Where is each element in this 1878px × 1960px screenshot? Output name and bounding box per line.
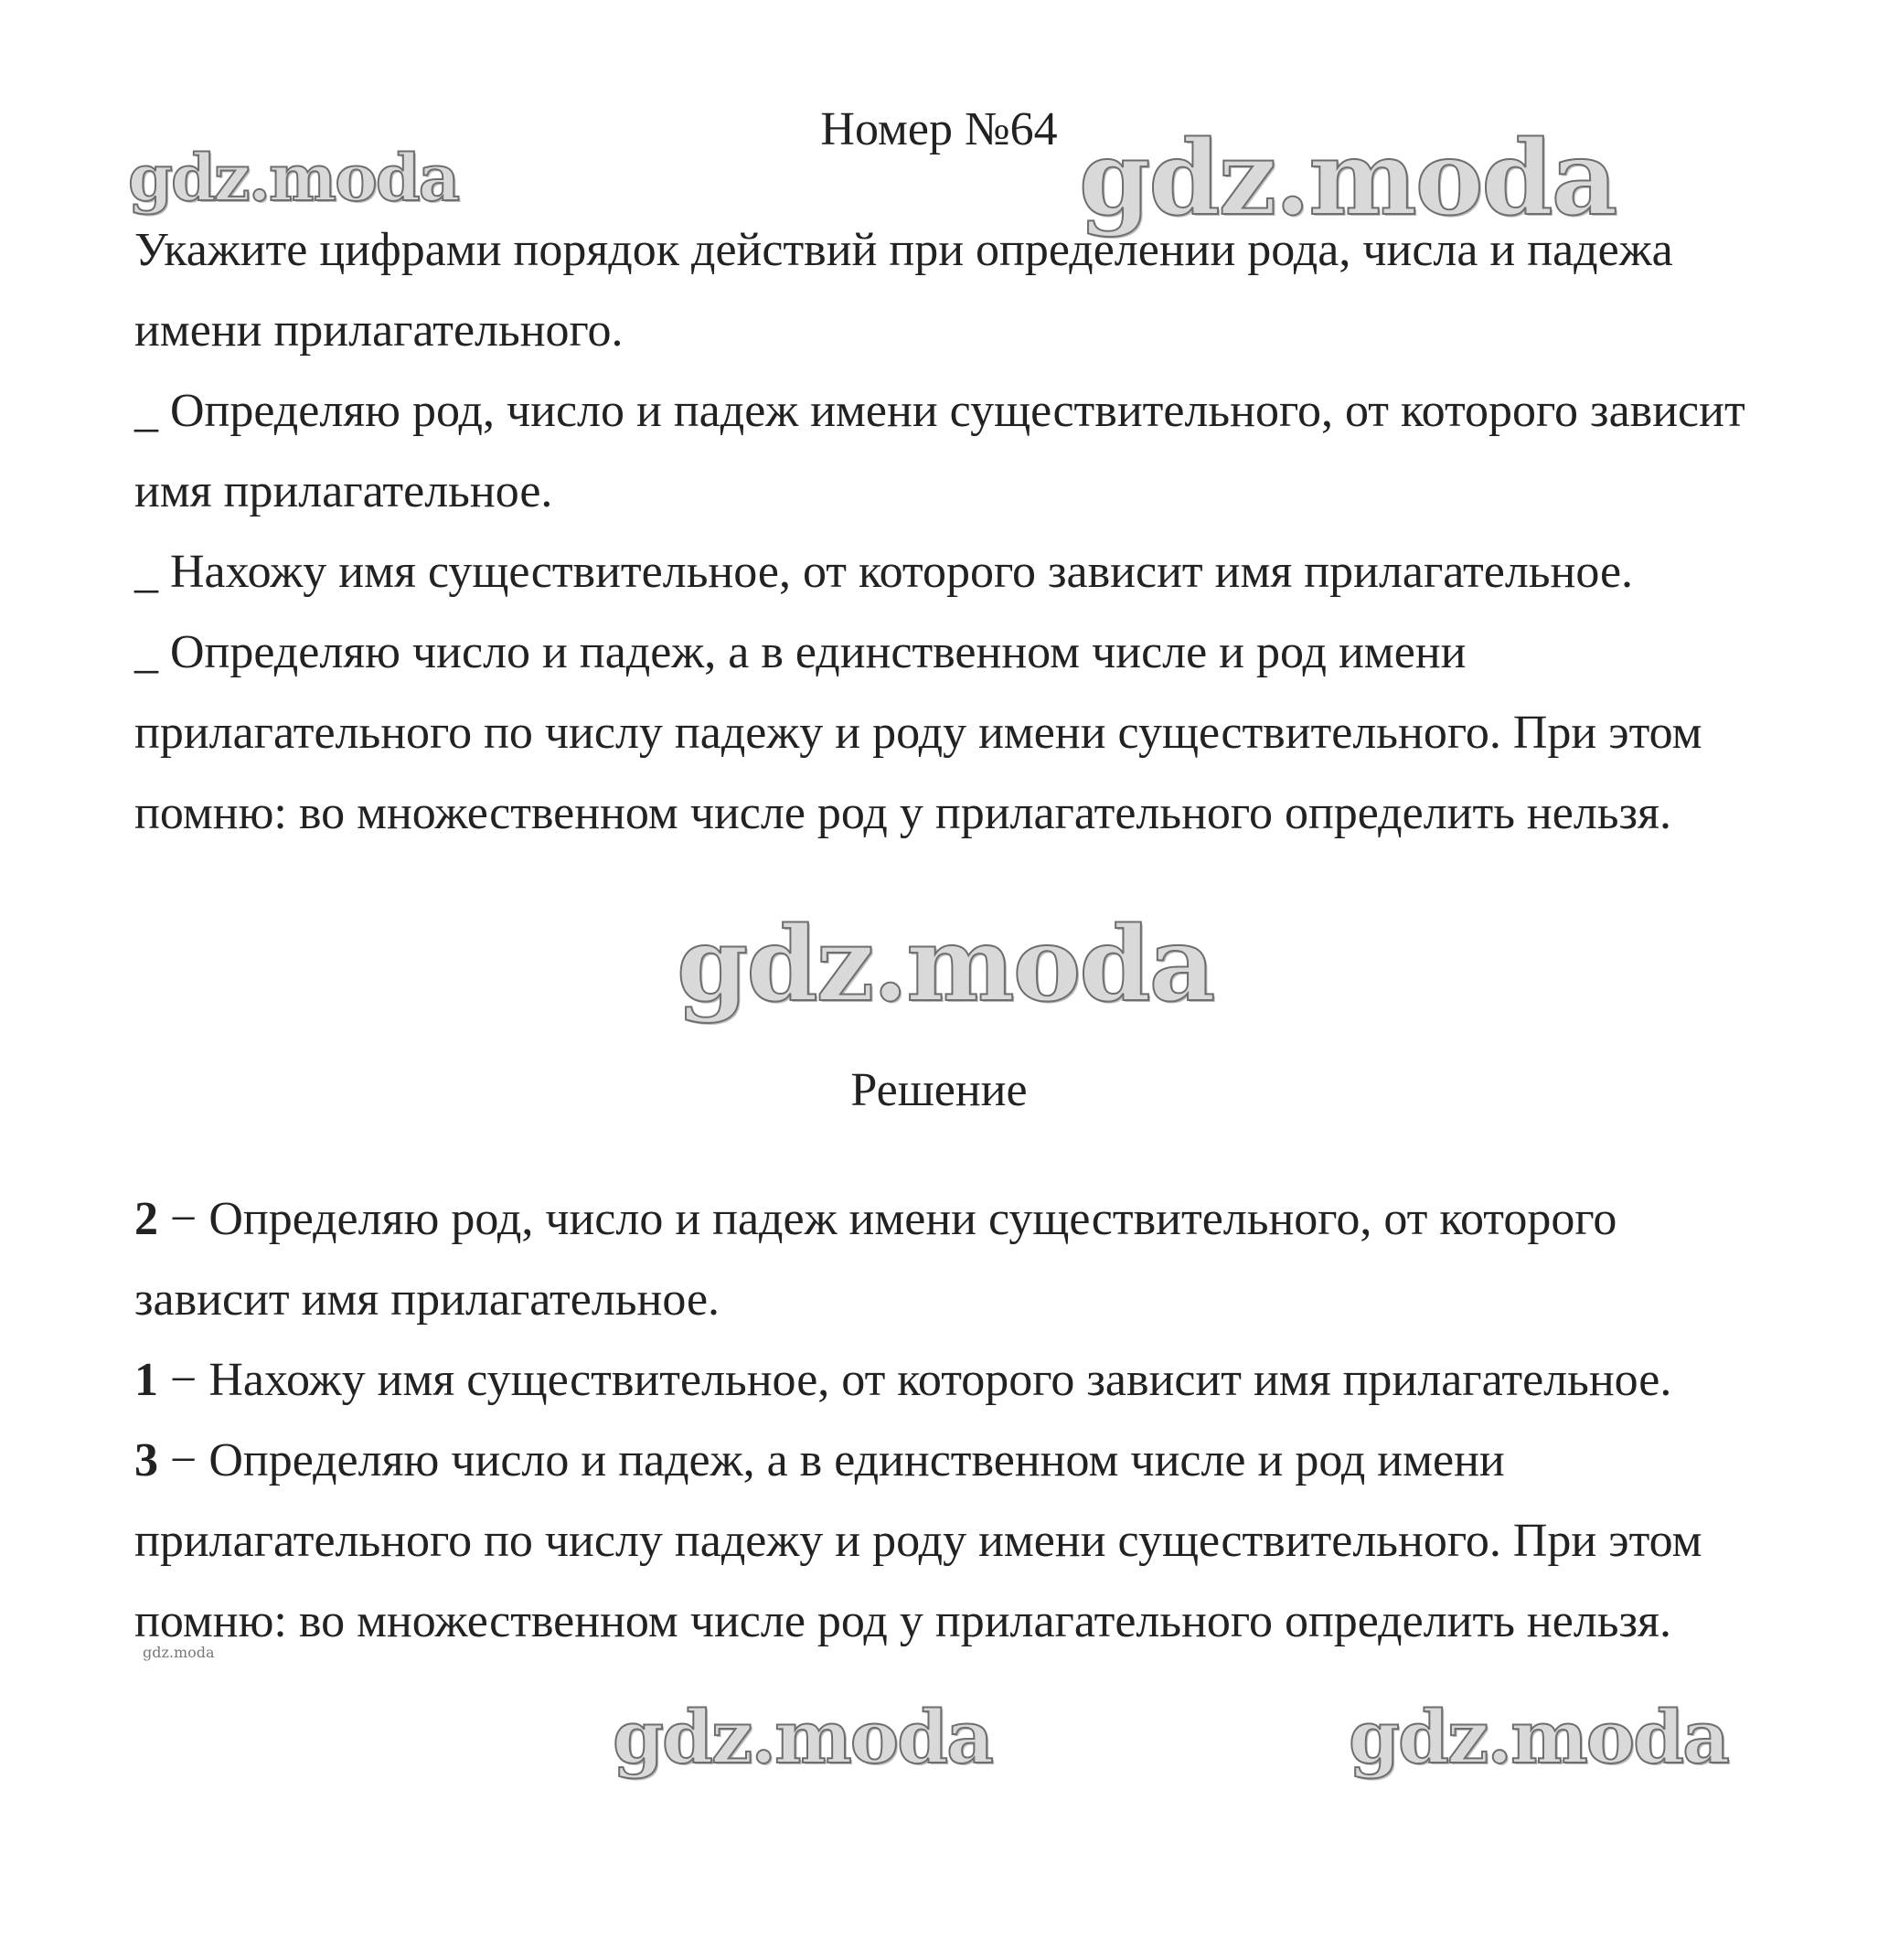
watermark: gdz.moda — [1349, 1694, 1728, 1780]
solution-heading: Решение — [850, 1064, 1028, 1116]
solution-block — [134, 1179, 1762, 1662]
task-block — [134, 210, 1762, 854]
task-instruction: Укажите цифрами порядок действий при определении рода, числа и падежа имени прилагательного. — [134, 224, 1673, 357]
task-item: _ Нахожу имя существительное, от которого зависит имя прилагательное. — [134, 546, 1634, 598]
solution-item-text: − Определяю число и падеж, а в единственном числе и род имени прилагательного по числу падежу и роду имени существительного. При этом помню: во множественном числе род у прилагательного определить нельзя. — [134, 1434, 1702, 1647]
watermark: gdz.moda — [677, 905, 1214, 1025]
solution-item-number: 2 — [134, 1193, 158, 1245]
solution-item-text: − Нахожу имя существительное, от которого зависит имя прилагательное. — [158, 1354, 1672, 1406]
solution-item-number: 3 — [134, 1434, 158, 1486]
solution-item — [134, 1421, 1762, 1662]
solution-item — [134, 1179, 1762, 1340]
task-item: _ Определяю число и падеж, а в единственном числе и род имени прилагательного по числу падежу и роду имени существительного. При этом помню: во множественном числе род у прилагательного определить нельзя. — [134, 626, 1702, 839]
page-title: Номер №64 — [820, 103, 1058, 155]
solution-item-number: 1 — [134, 1354, 158, 1406]
watermark: gdz.moda — [128, 140, 459, 216]
solution-item — [134, 1340, 1762, 1421]
watermark: gdz.moda — [1079, 119, 1617, 239]
watermark-small: gdz.moda — [143, 1644, 215, 1661]
solution-item-text: − Определяю род, число и падеж имени существительного, от которого зависит имя прилагательное. — [134, 1193, 1617, 1326]
watermark: gdz.moda — [613, 1694, 992, 1780]
task-item: _ Определяю род, число и падеж имени существительного, от которого зависит имя прилагательное. — [134, 385, 1745, 517]
